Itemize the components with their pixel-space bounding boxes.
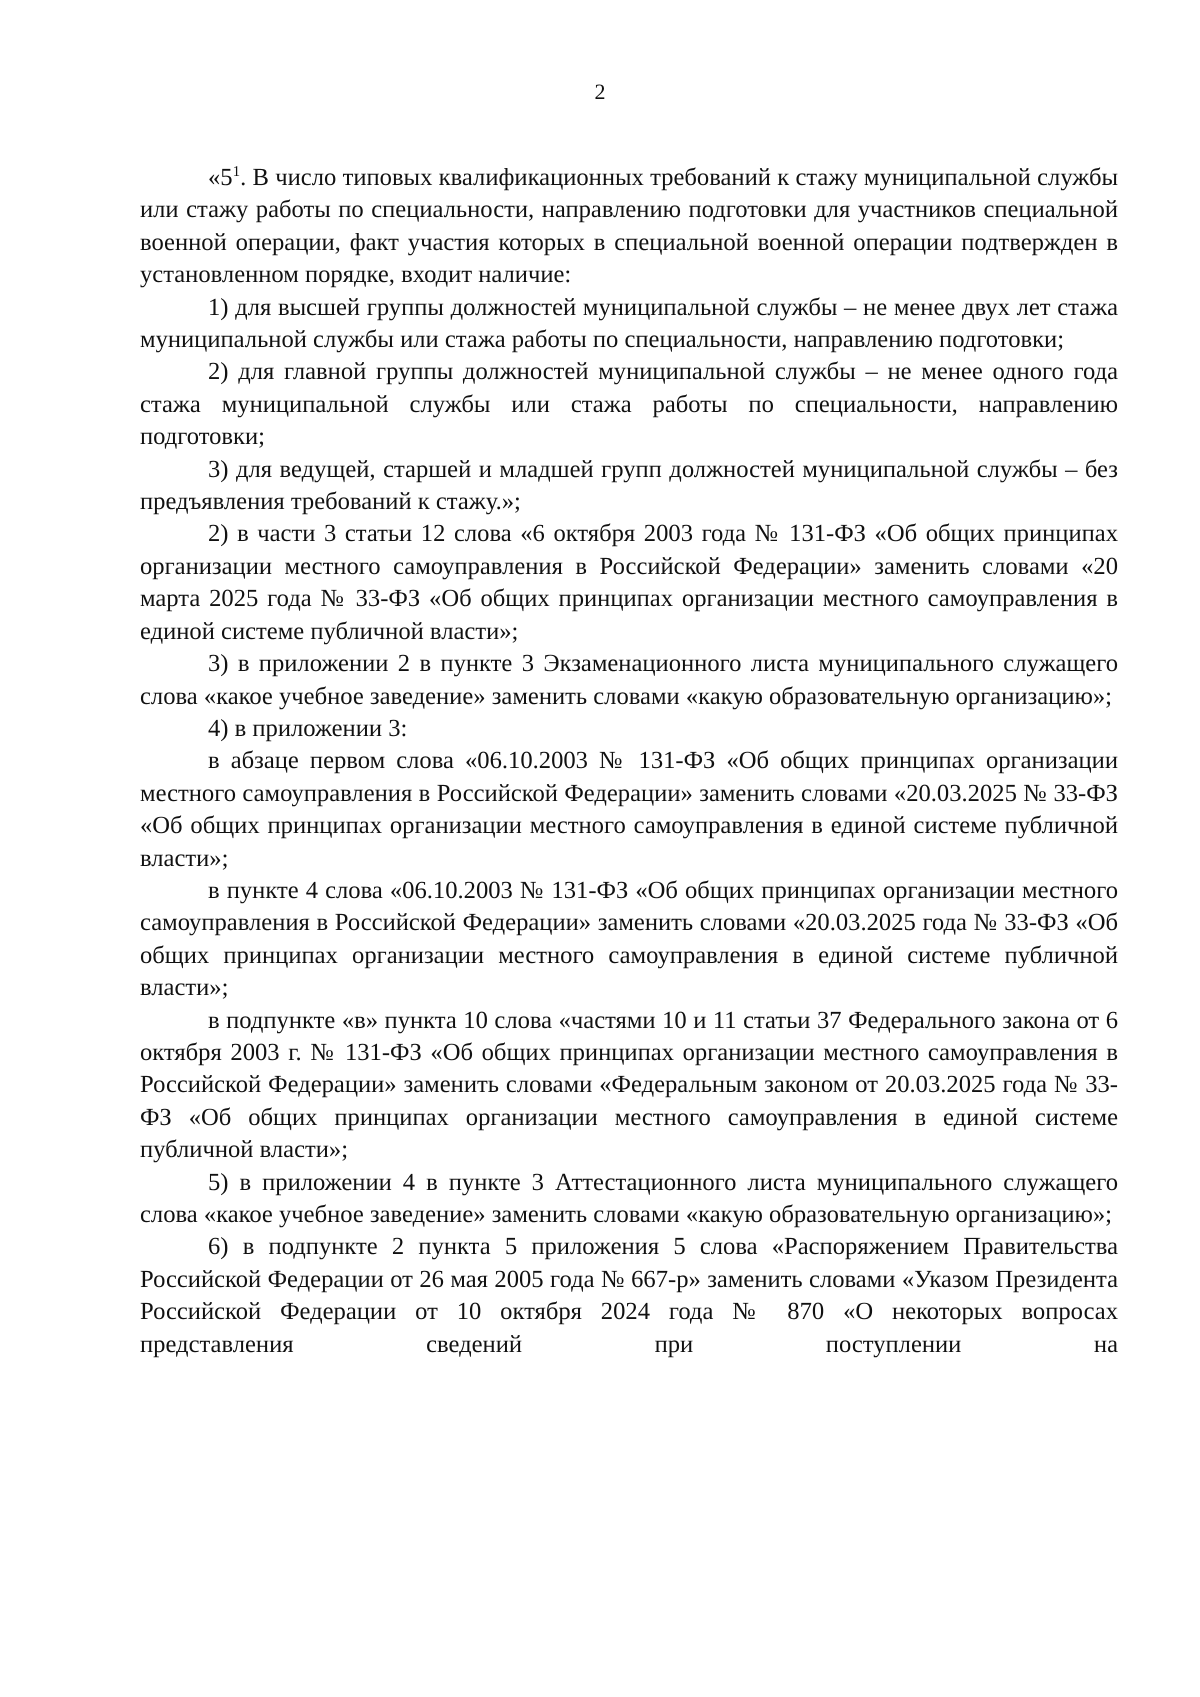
paragraph-item-3: 3) для ведущей, старшей и младшей групп должностей муниципальной службы – без предъявления требований к стажу.»; <box>140 455 1118 516</box>
paragraph-punkt-4: в пункте 4 слова «06.10.2003 № 131-ФЗ «Об общих принципах организации местного самоуправления в Российской Федерации» заменить словами «20.03.2025 года № 33-ФЗ «Об общих принципах организации местного самоуправления в единой системе публичной власти»; <box>140 876 1118 1002</box>
page-number: 2 <box>594 79 606 104</box>
paragraph-amendment-4: 4) в приложении 3: <box>208 714 408 742</box>
paragraph-prefix: «5 <box>208 164 233 191</box>
paragraph-5-1 <box>140 162 1118 292</box>
document-body <box>140 162 1118 1361</box>
paragraph-amendment-6: 6) в подпункте 2 пункта 5 приложения 5 слова «Распоряжением Правительства Российской Федерации от 26 мая 2005 года № 667-р» заменить словами «Указом Президента Российской Федерации от 10 октября 2024 года № 870 «О некоторых вопросах представления сведений при поступлении на <box>140 1233 1118 1358</box>
paragraph-item-1: 1) для высшей группы должностей муниципальной службы – не менее двух лет стажа муниципальной службы или стажа работы по специальности, направлению подготовки; <box>140 293 1118 354</box>
paragraph-amendment-3: 3) в приложении 2 в пункте 3 Экзаменационного листа муниципального служащего слова «какое учебное заведение» заменить словами «какую образовательную организацию»; <box>140 650 1118 710</box>
paragraph-text: . В число типовых квалификационных требований к стажу муниципальной службы или стажу работы по специальности, направлению подготовки для участников специальной военной операции, факт участия которых в специальной военной операции подтвержден в установленном порядке, входит наличие: <box>140 164 1118 289</box>
paragraph-amendment-5: 5) в приложении 4 в пункте 3 Аттестационного листа муниципального служащего слова «какое учебное заведение» заменить словами «какую образовательную организацию»; <box>140 1168 1118 1228</box>
superscript-index: 1 <box>232 164 241 180</box>
paragraph-podpunkt-v: в подпункте «в» пункта 10 слова «частями 10 и 11 статьи 37 Федерального закона от 6 октября 2003 г. № 131-ФЗ «Об общих принципах организации местного самоуправления в Российской Федерации» заменить словами «Федеральным законом от 20.03.2025 года № 33-ФЗ «Об общих принципах организации местного самоуправления в единой системе публичной власти»; <box>140 1006 1118 1164</box>
paragraph-amendment-2: 2) в части 3 статьи 12 слова «6 октября 2003 года № 131-ФЗ «Об общих принципах организации местного самоуправления в Российской Федерации» заменить словами «20 марта 2025 года № 33-ФЗ «Об общих принципах организации местного самоуправления в единой системе публичной власти»; <box>140 520 1118 645</box>
paragraph-abzats-first: в абзаце первом слова «06.10.2003 № 131-ФЗ «Об общих принципах организации местного самоуправления в Российской Федерации» заменить словами «20.03.2025 № 33-ФЗ «Об общих принципах организации местного самоуправления в единой системе публичной власти»; <box>140 747 1118 872</box>
paragraph-item-2: 2) для главной группы должностей муниципальной службы – не менее одного года стажа муниципальной службы или стажа работы по специальности, направлению подготовки; <box>140 358 1118 451</box>
